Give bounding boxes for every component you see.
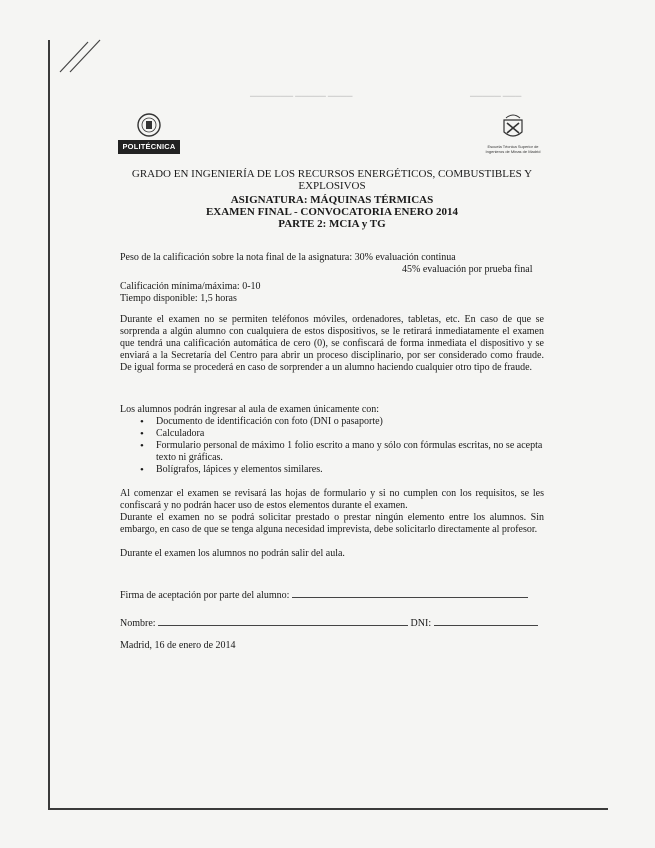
weight-label: Peso de la calificación sobre la nota final de la asignatura: [120, 252, 353, 263]
etsi-logo-text: Escuela Técnica Superior de Ingenieros de Minas de Madrid [485, 144, 541, 154]
university-crest-icon [118, 112, 180, 140]
pen-strokes-icon [58, 38, 104, 74]
list-item: • Calculadora [136, 428, 544, 440]
page-bottom-edge [48, 808, 608, 810]
name-field[interactable] [158, 616, 408, 626]
closing-paragraph-2: Durante el examen no se podrá solicitar prestado o prestar ningún elemento entre los alumnos. Sin embargo, en caso de que se tenga alguna necesidad imprevista, debe solicitarlo directamente al profesor. [120, 512, 544, 535]
closing-paragraph-1: Al comenzar el examen se revisará las hojas de formulario y si no cumplen con los requisitos, se les confiscará y no podrán hacer uso de estos elementos durante el examen. [120, 488, 544, 511]
weight-row [120, 252, 456, 264]
dni-field[interactable] [434, 616, 538, 626]
degree-title: GRADO EN INGENIERÍA DE LOS RECURSOS ENERGÉTICOS, COMBUSTIBLES Y EXPLOSIVOS [131, 168, 533, 192]
mining-crest-icon [478, 112, 548, 144]
part-title: PARTE 2: MCIA y TG [278, 218, 386, 230]
page-left-edge [48, 40, 50, 810]
list-item: • Documento de identificación con foto (DNI o pasaporte) [136, 416, 544, 428]
subject-title: ASIGNATURA: MÁQUINAS TÉRMICAS [230, 194, 434, 206]
name-row [120, 616, 538, 630]
closing-paragraph-3: Durante el examen los alumnos no podrán salir del aula. [120, 548, 345, 559]
place-date: Madrid, 16 de enero de 2014 [120, 640, 236, 651]
signature-line[interactable] [292, 588, 528, 598]
name-label: Nombre: [120, 618, 156, 629]
etsi-minas-logo [478, 112, 548, 158]
upm-badge-label: POLITÉCNICA [118, 140, 180, 154]
list-item: • Bolígrafos, lápices y elementos similares. [136, 464, 544, 476]
weight-continuous: 30% evaluación continua [354, 252, 456, 263]
allowed-intro: Los alumnos podrán ingresar al aula de examen únicamente con: [120, 404, 380, 415]
exam-title: EXAMEN FINAL - CONVOCATORIA ENERO 2014 [205, 206, 459, 218]
acceptance-label: Firma de aceptación por parte del alumno: [120, 590, 290, 601]
upm-logo [118, 112, 180, 158]
dni-label: DNI: [410, 618, 432, 629]
weight-final: 45% evaluación por prueba final [402, 264, 533, 275]
list-item: • Formulario personal de máximo 1 folio escrito a mano y sólo con fórmulas escritas, no se acepta texto ni gráficas. [136, 440, 544, 464]
rules-paragraph: Durante el examen no se permiten teléfonos móviles, ordenadores, tabletas, etc. En caso de que se sorprenda a algún alumno con cualquiera de estos dispositivos, se le retirará inmediatamente el examen que tendrá una calificación automática de cero (0), se confiscará de forma inmediata el dispositivo y se enviará a la Secretaría del Centro para abrir un proceso disciplinario, por ser considerado como fraude. De igual forma se procederá en caso de sorprender a un alumno haciendo cualquier otro tipo de fraude. [120, 314, 544, 373]
signature-row [120, 588, 528, 602]
allowed-items-list [136, 416, 544, 476]
bleed-through: ▁▁▁▁▁▁▁ ▁▁▁▁▁ ▁▁▁▁ [250, 88, 353, 97]
bleed-through: ▁▁▁▁▁ ▁▁▁ [470, 88, 522, 97]
time-available: Tiempo disponible: 1,5 horas [120, 293, 237, 304]
grading-scale: Calificación mínima/máxima: 0-10 [120, 281, 261, 292]
